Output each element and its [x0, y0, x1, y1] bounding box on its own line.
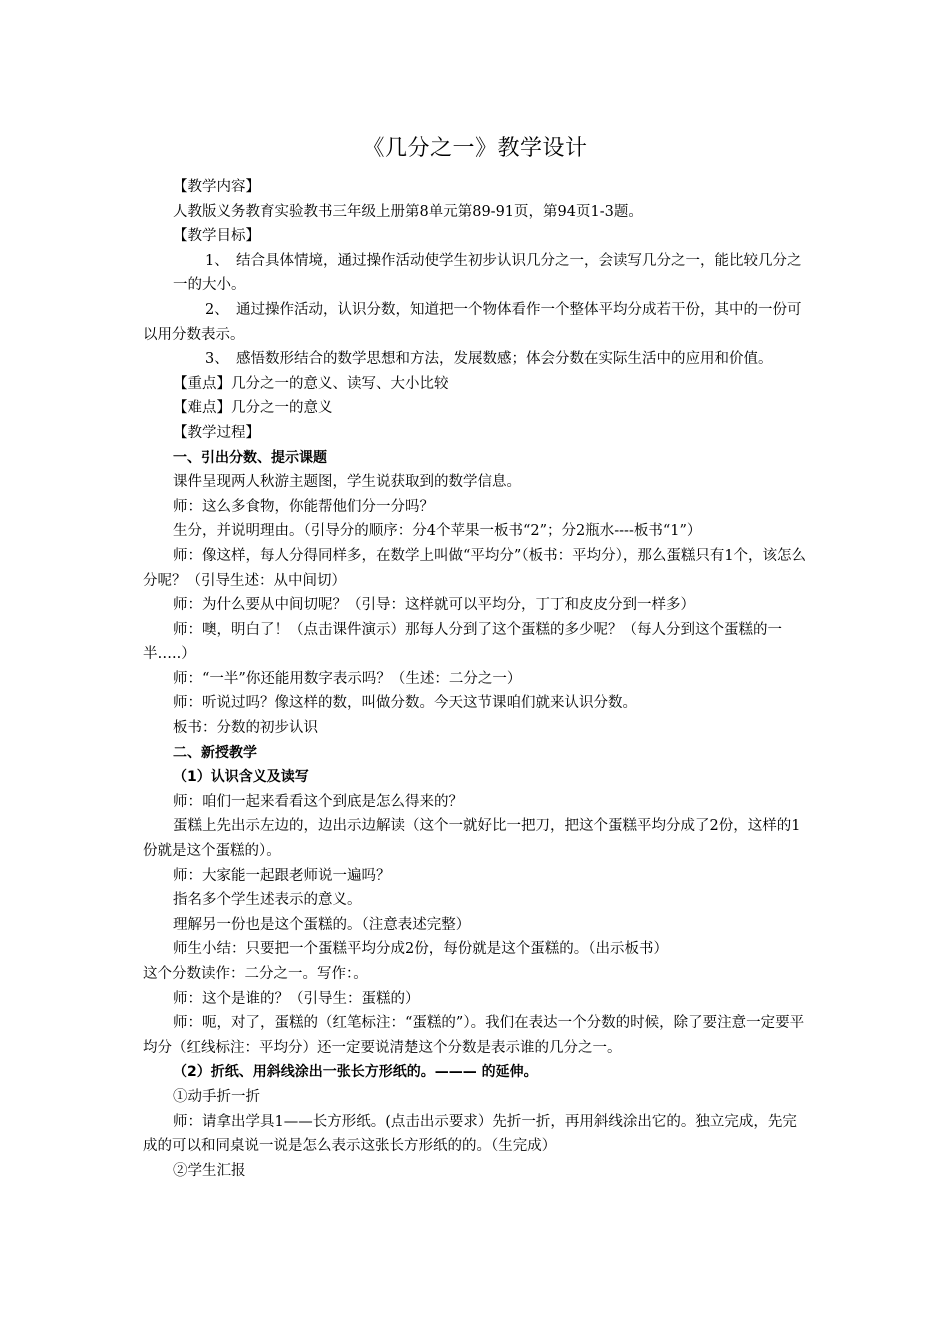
goal-item: 3、 感悟数形结合的数学思想和方法，发展数感；体会分数在实际生活中的应用和价值。 — [205, 351, 773, 368]
section-heading-process: 【教学过程】 — [173, 424, 260, 441]
paragraph: ①动手折一折 — [173, 1088, 260, 1105]
paragraph: 指名多个学生述表示的意义。 — [173, 892, 362, 909]
document-title: 《几分之一》教学设计 — [362, 136, 588, 161]
subsection-heading: 二、新授教学 — [173, 744, 257, 761]
subsection-heading: （1）认识含义及读写 — [173, 769, 309, 786]
paragraph: 理解另一份也是这个蛋糕的。（注意表述完整） — [173, 916, 471, 933]
section-heading-goals: 【教学目标】 — [173, 228, 260, 245]
section-heading-content: 【教学内容】 — [173, 179, 260, 195]
paragraph: 人教版义务教育实验教书三年级上册第8单元第89-91页，第94页1-3题。 — [173, 203, 643, 220]
goal-item: 1、 结合具体情境，通过操作活动使学生初步认识几分之一，会读写几分之一，能比较几分之一的大小。 — [173, 252, 802, 294]
paragraph: 师：咱们一起来看看这个到底是怎么得来的？ — [173, 793, 463, 810]
paragraph: 师：听说过吗？像这样的数，叫做分数。今天这节课咱们就来认识分数。 — [173, 695, 637, 712]
paragraph: 师：噢，明白了！（点击课件演示）那每人分到了这个蛋糕的多少呢？（每人分到这个蛋糕的一半…..） — [143, 621, 782, 663]
paragraph: 师：“一半”你还能用数字表示吗？（生述：二分之一） — [173, 670, 522, 687]
paragraph: 师：请拿出学具1——长方形纸。(点击出示要求）先折一折，再用斜线涂出它的。独立完成，先完成的可以和同桌说一说是怎么表示这张长方形纸的的。（生完成） — [143, 1113, 797, 1155]
key-point: 【重点】几分之一的意义、读写、大小比较 — [173, 375, 449, 392]
paragraph: ②学生汇报 — [173, 1162, 246, 1179]
paragraph: 师：像这样，每人分得同样多，在数学上叫做“平均分”（板书：平均分），那么蛋糕只有1个，该怎么分呢？（引导生述：从中间切） — [143, 547, 807, 589]
paragraph: 生分，并说明理由。（引导分的顺序：分4个苹果一板书“2”；分2瓶水----板书“1”） — [173, 523, 702, 540]
paragraph: 师：这么多食物，你能帮他们分一分吗？ — [173, 498, 434, 515]
paragraph: 师：为什么要从中间切呢？（引导：这样就可以平均分，丁丁和皮皮分到一样多） — [173, 597, 695, 614]
paragraph: 师：呃，对了，蛋糕的（红笔标注：“蛋糕的”）。我们在表达一个分数的时候，除了要注意一定要平均分（红线标注：平均分）还一定要说清楚这个分数是表示谁的几分之一。 — [143, 1015, 805, 1056]
paragraph: 蛋糕上先出示左边的，边出示边解读（这个一就好比一把刀，把这个蛋糕平均分成了2份，这样的1份就是这个蛋糕的）。 — [143, 818, 801, 860]
paragraph: 师：这个是谁的？（引导生：蛋糕的） — [173, 990, 420, 1007]
subsection-heading: 一、引出分数、提示课题 — [173, 449, 327, 466]
paragraph: 课件呈现两人秋游主题图，学生说获取到的数学信息。 — [173, 474, 521, 491]
difficult-point: 【难点】几分之一的意义 — [173, 400, 333, 417]
paragraph: 这个分数读作：二分之一。写作：。 — [143, 966, 368, 982]
paragraph: 板书：分数的初步认识 — [173, 720, 318, 737]
paragraph: 师：大家能一起跟老师说一遍吗？ — [173, 867, 391, 884]
document-body — [143, 175, 808, 1183]
goal-item: 2、 通过操作活动，认识分数，知道把一个物体看作一个整体平均分成若干份，其中的一份可以用分数表示。 — [143, 301, 802, 343]
subsection-heading: （2）折纸、用斜线涂出一张长方形纸的。——— 的延伸。 — [173, 1064, 538, 1081]
paragraph: 师生小结：只要把一个蛋糕平均分成2份，每份就是这个蛋糕的。（出示板书） — [173, 941, 668, 958]
